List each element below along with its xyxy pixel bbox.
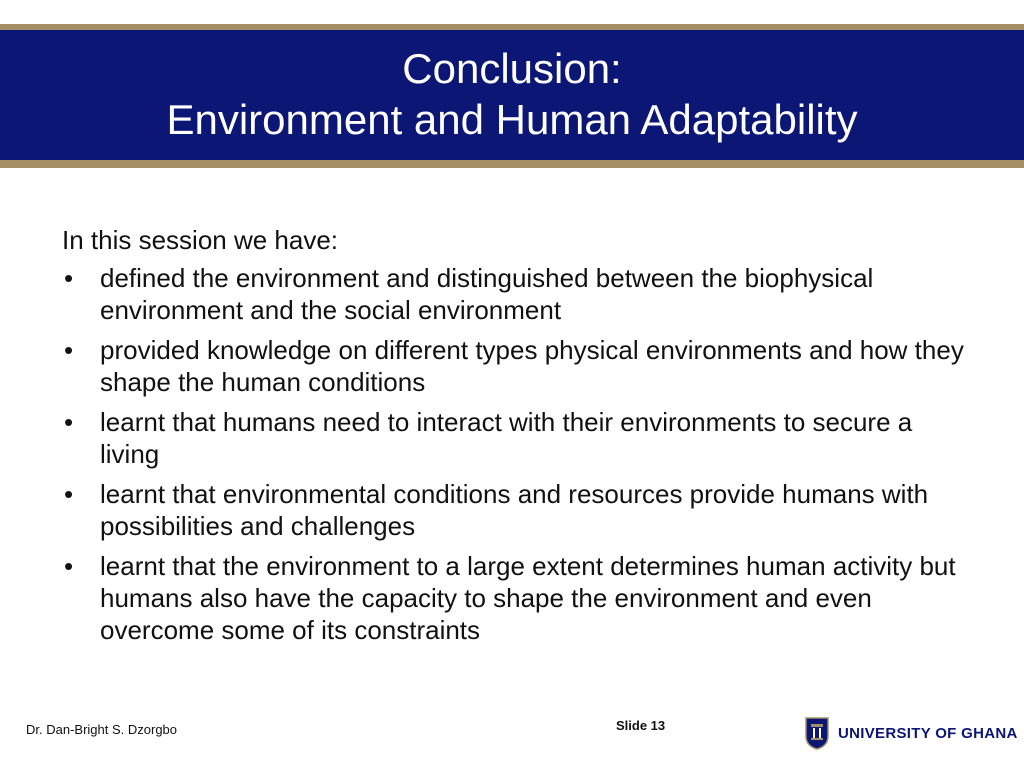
bullet-item (62, 334, 972, 398)
intro-text: In this session we have: (62, 225, 339, 255)
bullet-item (62, 478, 972, 542)
university-logo (804, 716, 1018, 750)
bullet-text: provided knowledge on different types physical environments and how they shape the human conditions (100, 335, 964, 397)
title-band (0, 24, 1024, 168)
university-crest-icon (804, 716, 830, 750)
bullet-icon: • (64, 551, 74, 581)
bullet-icon: • (64, 407, 74, 437)
bullet-text: learnt that humans need to interact with their environments to secure a living (100, 407, 913, 469)
bullet-icon: • (64, 479, 74, 509)
slide-title-line-2: Environment and Human Adaptability (166, 96, 858, 143)
slide-number: Slide 13 (616, 718, 666, 733)
bullet-icon: • (64, 335, 74, 365)
slide-title-line-1: Conclusion: (402, 45, 622, 92)
bullet-list (62, 262, 972, 646)
bullet-text: learnt that the environment to a large extent determines human activity but humans also have the capacity to shape the environment and even overcome some of its constraints (100, 551, 956, 645)
bullet-item (62, 262, 972, 326)
title-bar (0, 30, 1024, 160)
bullet-text: learnt that environmental conditions and resources provide humans with possibilities and challenges (100, 479, 929, 541)
bullet-item (62, 406, 972, 470)
footer-author: Dr. Dan-Bright S. Dzorgbo (26, 722, 178, 737)
bullet-icon: • (64, 263, 74, 293)
bullet-text: defined the environment and distinguished between the biophysical environment and the social environment (100, 263, 874, 325)
slide-content (62, 224, 972, 654)
logo-text: UNIVERSITY OF GHANA (838, 724, 1018, 742)
bullet-item (62, 550, 972, 646)
